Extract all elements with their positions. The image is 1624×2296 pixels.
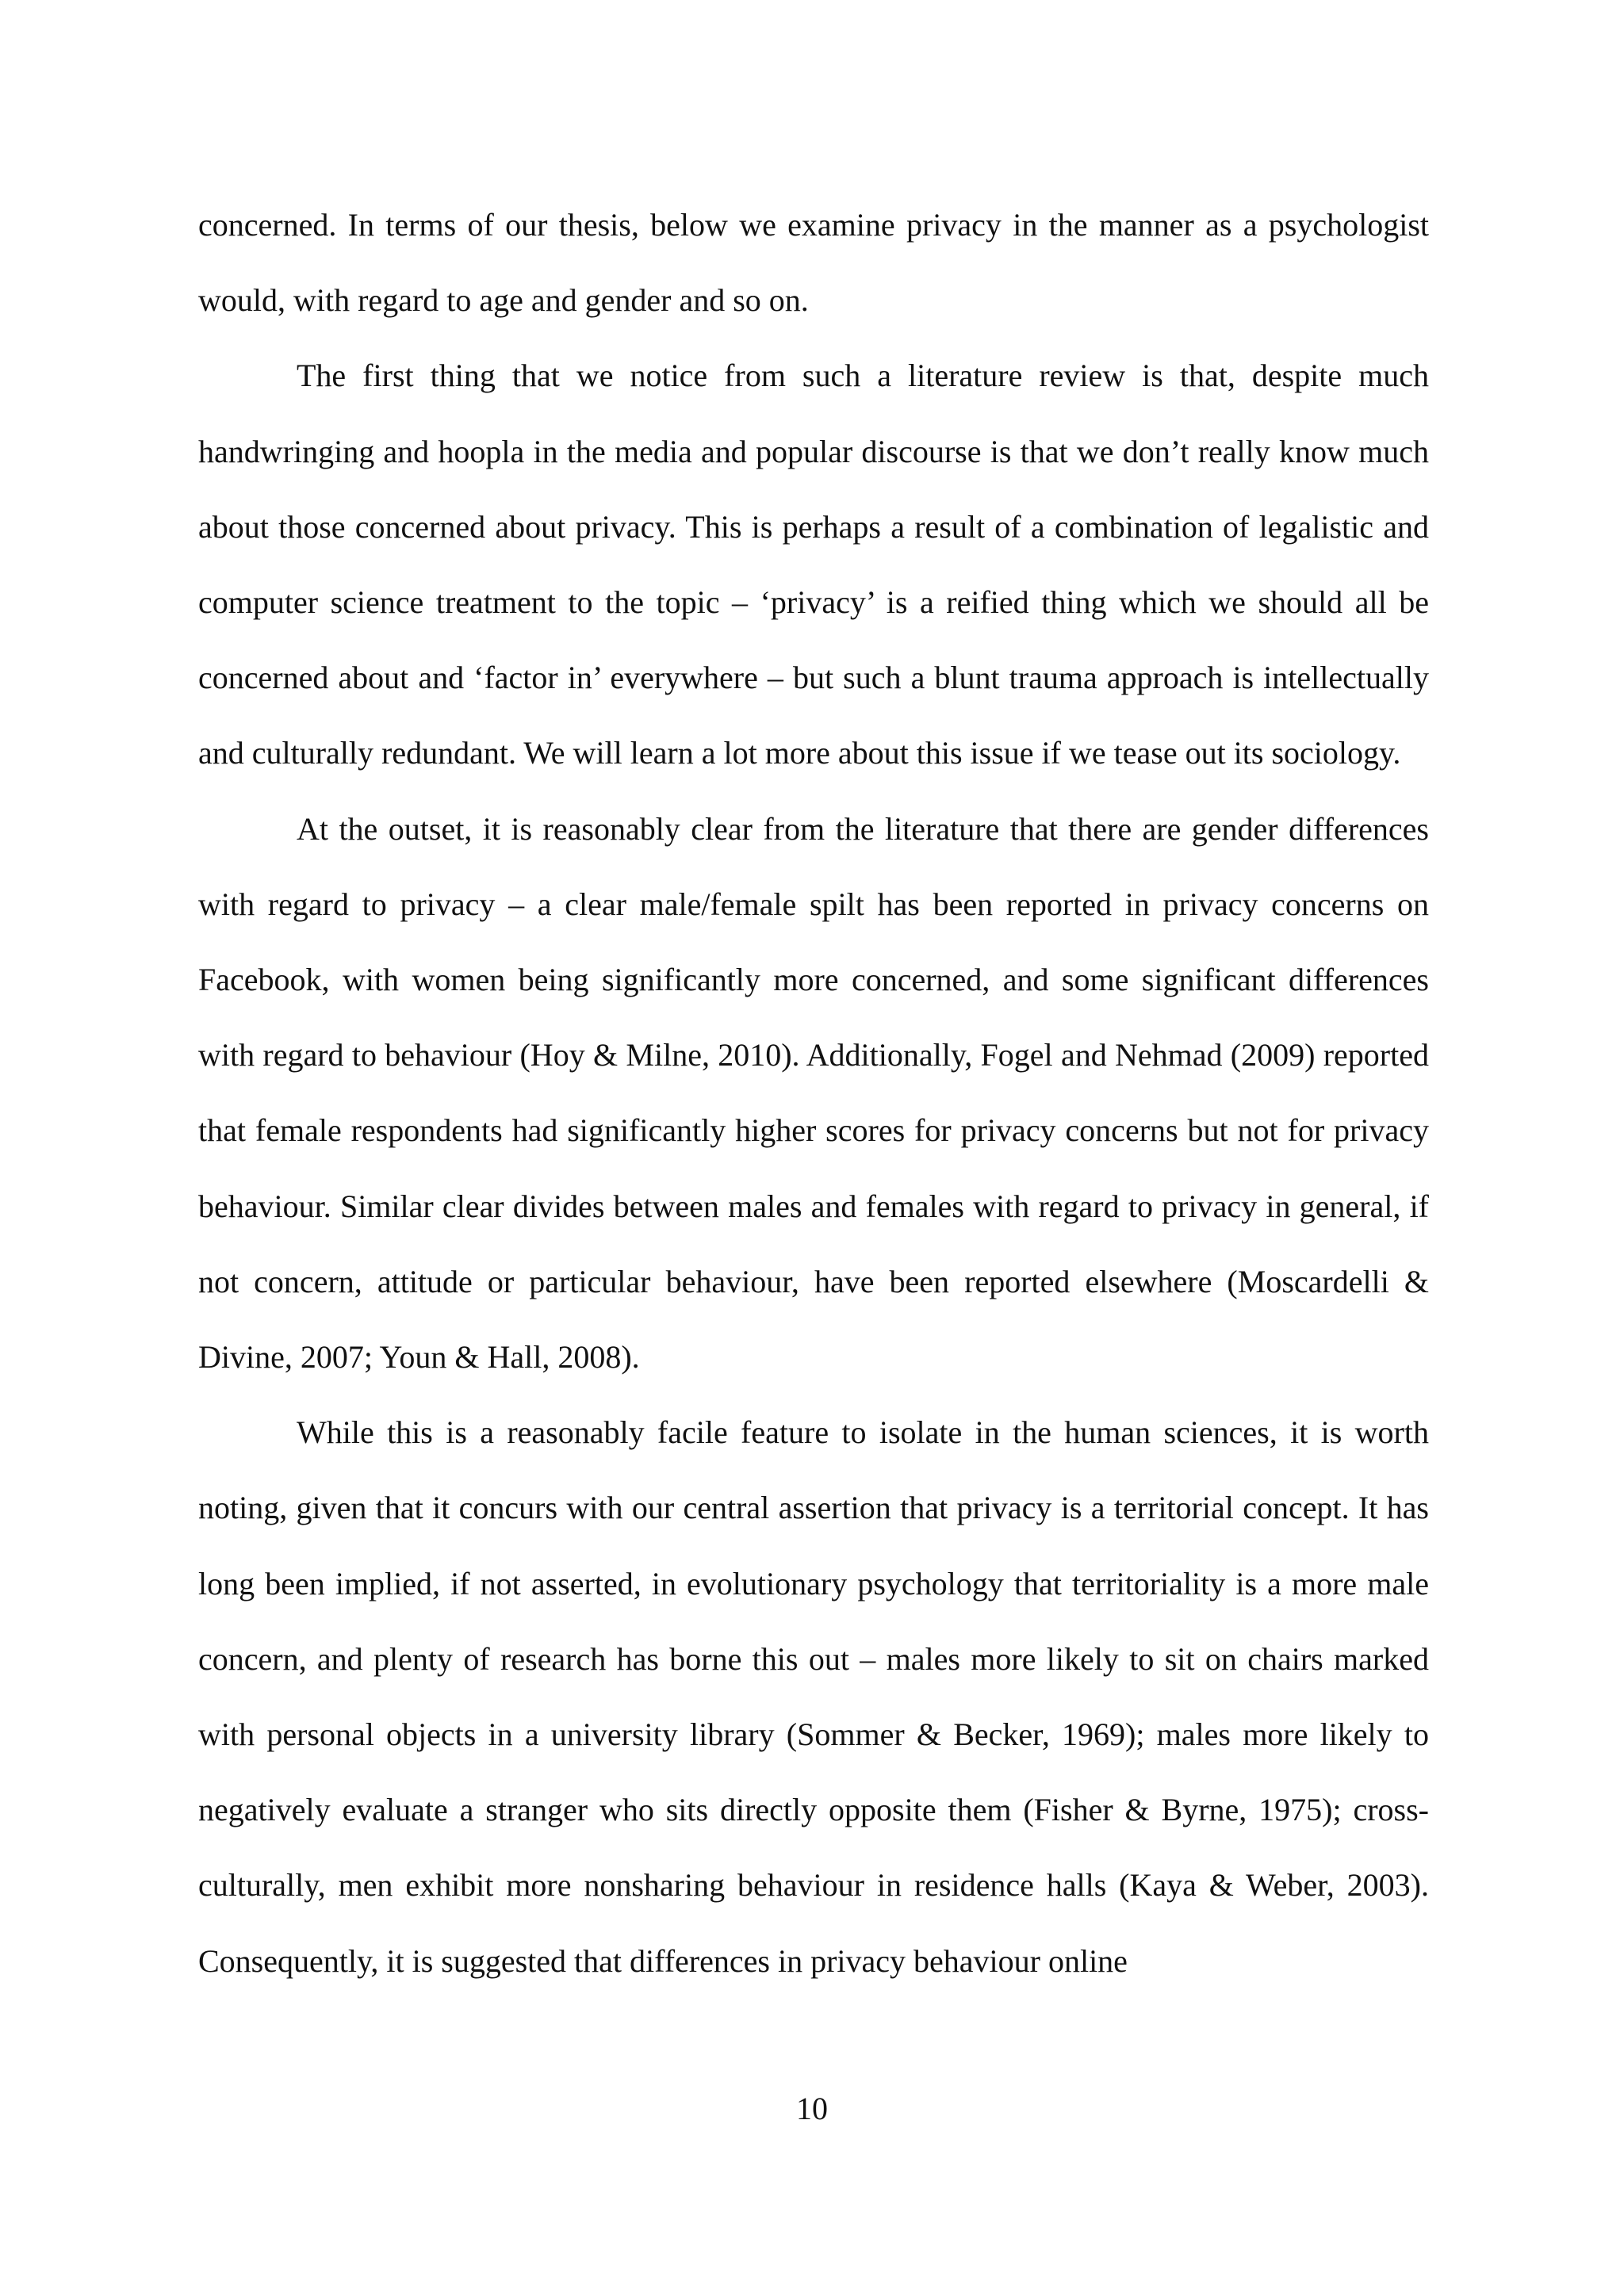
body-text	[198, 187, 1429, 1999]
page-number: 10	[796, 2091, 828, 2126]
paragraph-gender-differences: At the outset, it is reasonably clear from the literature that there are gender differences with regard to privacy – a clear male/female spilt has been reported in privacy concerns on Facebook, with women being significantly more concerned, and some significant differences with regard to behaviour (Hoy & Milne, 2010). Additionally, Fogel and Nehmad (2009) reported that female respondents had significantly higher scores for privacy concerns but not for privacy behaviour. Similar clear divides between males and females with regard to privacy in general, if not concern, attitude or particular behaviour, have been reported elsewhere (Moscardelli & Divine, 2007; Youn & Hall, 2008).	[198, 810, 1429, 1376]
paragraph-territoriality: While this is a reasonably facile feature to isolate in the human sciences, it is worth noting, given that it concurs with our central assertion that privacy is a territorial concept. It has long been implied, if not asserted, in evolutionary psychology that territoriality is a more male concern, and plenty of research has borne this out – males more likely to sit on chairs marked with personal objects in a university library (Sommer & Becker, 1969); males more likely to negatively evaluate a stranger who sits directly opposite them (Fisher & Byrne, 1975); cross-culturally, men exhibit more nonsharing behaviour in residence halls (Kaya & Weber, 2003). Consequently, it is suggested that differences in privacy behaviour online	[198, 1414, 1429, 1979]
paragraph-literature-review: The first thing that we notice from such a literature review is that, despite much handwringing and hoopla in the media and popular discourse is that we don’t really know much about those concerned about privacy. This is perhaps a result of a combination of legalistic and computer science treatment to the topic – ‘privacy’ is a reified thing which we should all be concerned about and ‘factor in’ everywhere – but such a blunt trauma approach is intellectually and culturally redundant. We will learn a lot more about this issue if we tease out its sociology.	[198, 358, 1429, 771]
paragraph-continuation: concerned. In terms of our thesis, below we examine privacy in the manner as a psychologist would, with regard to age and gender and so on.	[198, 207, 1429, 319]
